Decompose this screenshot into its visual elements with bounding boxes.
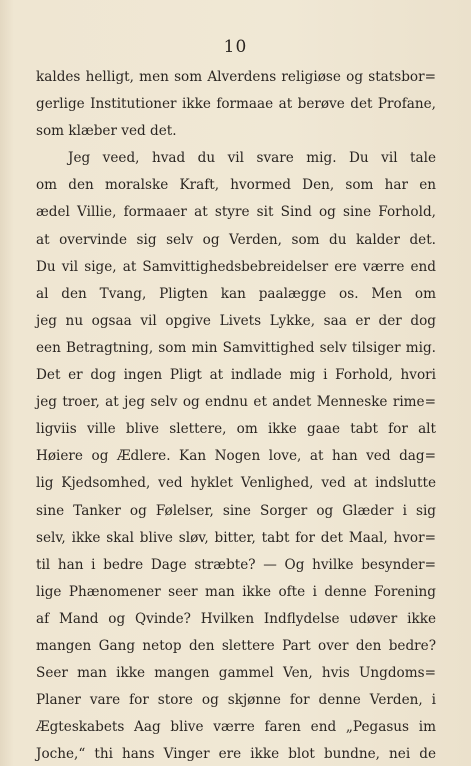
text-line: mangen Gang netop den slettere Part over den bedre? [36,637,436,654]
text-line: een Betragtning, som min Samvittighed selv tilsiger mig. [36,339,436,356]
text-line: al den Tvang, Pligten kan paalægge os. Men om [36,285,436,302]
text-line: gerlige Institutioner ikke formaae at berøve det Profane, [36,96,436,113]
text-line: Planer vare for store og skjønne for denne Verden, i [36,692,436,709]
text-line: jeg nu ogsaa vil opgive Livets Lykke, saa er der dog [36,312,436,329]
text-line: jeg troer, at jeg selv og endnu et andet Menneske rime= [36,394,436,411]
text-line: Du vil sige, at Samvittighedsbebreidelser ere værre end [36,258,436,275]
text-line: Joche,“ thi hans Vinger ere ikke blot bundne, nei de [36,746,436,763]
text-line: ædel Villie, formaaer at styre sit Sind og sine Forhold, [36,204,436,221]
text-line: til han i bedre Dage stræbte? — Og hvilke besynder= [36,556,436,573]
text-line: lig Kjedsomhed, ved hyklet Venlighed, ved at indslutte [36,475,436,492]
text-line: lige Phænomener seer man ikke ofte i denne Forening [36,583,436,600]
text-line: som klæber ved det. [36,123,177,140]
text-line: at overvinde sig selv og Verden, som du kalder det. [36,231,436,248]
text-line: Ægteskabets Aag blive værre faren end „Pegasus im [36,719,436,736]
text-line: selv, ikke skal blive sløv, bitter, tabt for det Maal, hvor= [36,529,436,546]
text-line: kaldes helligt, men som Alverdens religiøse og statsbor= [36,69,436,85]
text-line: sine Tanker og Følelser, sine Sorger og Glæder i sig [36,502,436,519]
text-line: Det er dog ingen Pligt at indlade mig i Forhold, hvori [36,367,436,384]
text-line: Høiere og Ædlere. Kan Nogen love, at han ved dag= [36,448,436,465]
text-line: Seer man ikke mangen gammel Ven, hvis Ungdoms= [36,665,436,682]
text-line: om den moralske Kraft, hvormed Den, som har en [36,177,436,194]
page-number: 10 [223,37,248,57]
text-line: ligviis ville blive slettere, om ikke gaae tabt for alt [36,421,436,438]
body-text [36,64,436,766]
text-line: af Mand og Qvinde? Hvilken Indflydelse udøver ikke [36,610,436,627]
text-line: Jeg veed, hvad du vil svare mig. Du vil tale [68,150,436,167]
